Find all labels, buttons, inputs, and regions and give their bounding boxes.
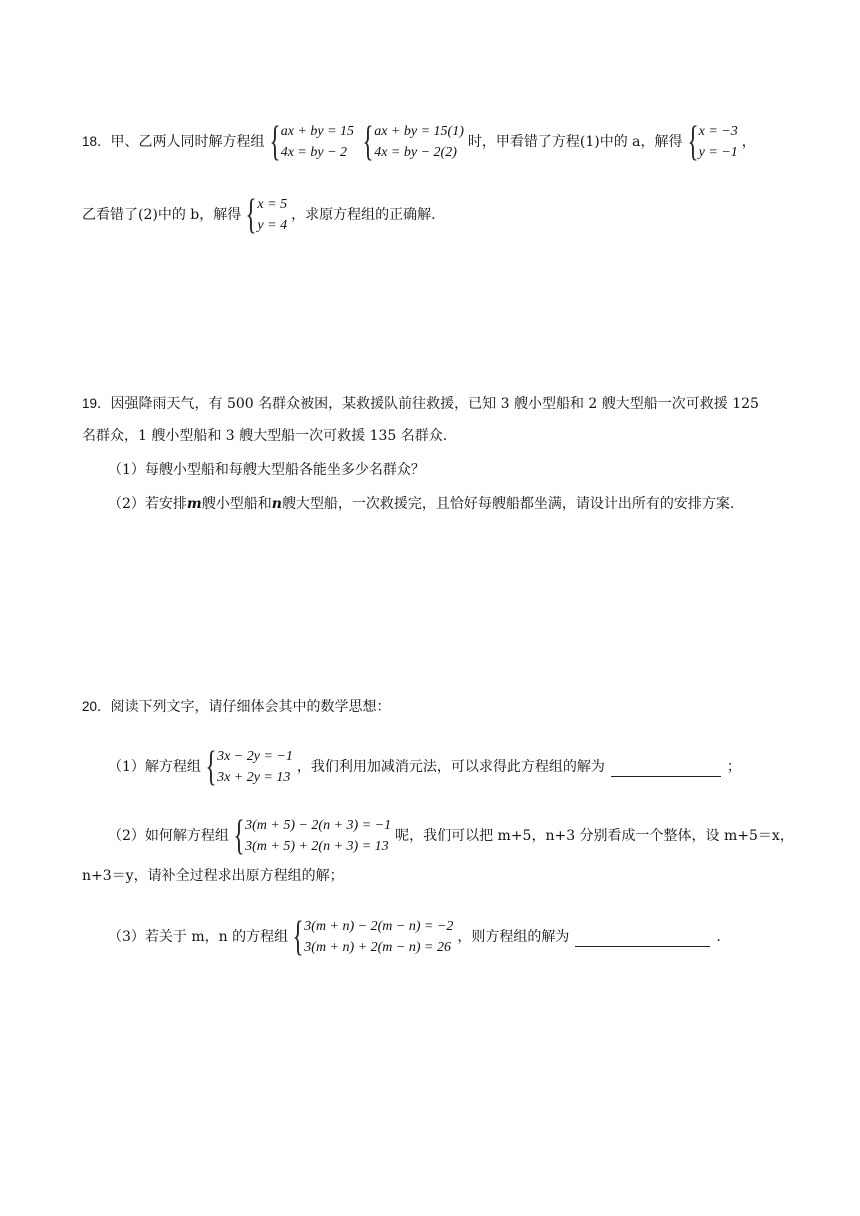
q18-text3: ， xyxy=(741,134,756,150)
q18-number: 18． xyxy=(82,134,111,149)
q20-p2-system xyxy=(233,815,391,857)
q19-part1-text: （1）每艘小型船和每艘大型船各能坐多少名群众？ xyxy=(108,462,425,478)
q19-line1 xyxy=(82,394,820,414)
q18-system2 xyxy=(362,121,464,163)
q19-part2 xyxy=(108,494,820,514)
q18-text5: ，求原方程组的正确解. xyxy=(291,207,436,223)
q20-p3-end: . xyxy=(716,929,721,945)
brace-icon: { xyxy=(292,914,304,960)
q20-intro: 阅读下列文字，请仔细体会其中的数学思想： xyxy=(110,699,391,715)
q20-number: 20． xyxy=(82,699,111,714)
q18-sys3-eq1: x = −3 xyxy=(698,124,738,139)
q20-p1-system xyxy=(205,746,293,788)
q20-p2-a: （2）如何解方程组 xyxy=(108,828,229,844)
q20-p1-eq1: 3x − 2y = −1 xyxy=(217,749,293,764)
q20-part1 xyxy=(108,746,820,788)
q18-sys3-eq2: y = −1 xyxy=(698,145,738,160)
q18-sys2-eq1: ax + by = 15(1) xyxy=(374,124,464,139)
q18-sys1-eq1: ax + by = 15 xyxy=(280,124,355,139)
q18-sys2-eq2: 4x = by − 2(2) xyxy=(374,145,457,160)
q20-p1-answer-blank[interactable] xyxy=(611,758,721,777)
q19-part1 xyxy=(108,460,820,480)
q20-p2-eq1: 3(m + 5) − 2(n + 3) = −1 xyxy=(245,818,392,833)
q18-sys4-eq1: x = 5 xyxy=(257,197,288,212)
q19-line2-text: 名群众，1 艘小型船和 3 艘大型船一次可救援 135 名群众. xyxy=(82,428,448,444)
q19-part2-m: m xyxy=(186,496,202,512)
brace-icon: { xyxy=(233,813,245,859)
q18-system3 xyxy=(687,121,738,163)
q20-p3-answer-blank[interactable] xyxy=(575,928,710,947)
q18-system1 xyxy=(269,121,355,163)
q18-line2 xyxy=(82,194,820,236)
q18-system4 xyxy=(245,194,287,236)
q20-p1-a: （1）解方程组 xyxy=(108,759,201,775)
brace-icon: { xyxy=(245,192,257,238)
q20-intro-line xyxy=(82,697,820,717)
q19-part2-c: 艘大型船，一次救援完，且恰好每艘船都坐满，请设计出所有的安排方案. xyxy=(281,496,735,512)
q20-p2-c: n+3＝y，请补全过程求出原方程组的解； xyxy=(82,868,344,884)
q19-part2-b: 艘小型船和 xyxy=(201,496,272,512)
q19-number: 19． xyxy=(82,396,111,411)
q18-line1 xyxy=(82,121,820,163)
q20-p2-eq2: 3(m + 5) + 2(n + 3) = 13 xyxy=(245,839,389,854)
brace-icon: { xyxy=(205,744,217,790)
q20-p3-eq1: 3(m + n) − 2(m − n) = −2 xyxy=(304,919,454,934)
q20-p3-a: （3）若关于 m，n 的方程组 xyxy=(108,929,289,945)
q20-part3 xyxy=(108,916,820,958)
q20-p1-end: ； xyxy=(726,759,741,775)
q20-p3-system xyxy=(292,916,453,958)
q19-line2 xyxy=(82,426,820,446)
q19-part2-a: （2）若安排 xyxy=(108,496,187,512)
q20-part2 xyxy=(108,815,820,857)
brace-icon: { xyxy=(269,119,281,165)
q18-sys4-eq2: y = 4 xyxy=(257,218,288,233)
q20-p3-eq2: 3(m + n) + 2(m − n) = 26 xyxy=(304,940,451,955)
q18-sys1-eq2: 4x = by − 2 xyxy=(280,145,348,160)
q20-part2-cont xyxy=(82,866,820,886)
q20-p2-b: 呢，我们可以把 m+5，n+3 分别看成一个整体，设 m+5＝x， xyxy=(395,828,794,844)
q19-line1-text: 因强降雨天气，有 500 名群众被困，某救援队前往救援，已知 3 艘小型船和 2 艘大型船一次可救援 125 xyxy=(110,396,759,412)
q18-text4: 乙看错了(2)中的 b，解得 xyxy=(82,207,242,223)
brace-icon: { xyxy=(687,119,699,165)
q18-text1: 甲、乙两人同时解方程组 xyxy=(110,134,265,150)
q20-p1-b: ，我们利用加减消元法，可以求得此方程组的解为 xyxy=(296,759,605,775)
q20-p3-b: ，则方程组的解为 xyxy=(457,929,570,945)
q18-text2: 时，甲看错了方程(1)中的 a，解得 xyxy=(467,134,683,150)
brace-icon: { xyxy=(362,119,374,165)
q20-p1-eq2: 3x + 2y = 13 xyxy=(217,770,291,785)
q19-part2-n: n xyxy=(271,496,282,512)
